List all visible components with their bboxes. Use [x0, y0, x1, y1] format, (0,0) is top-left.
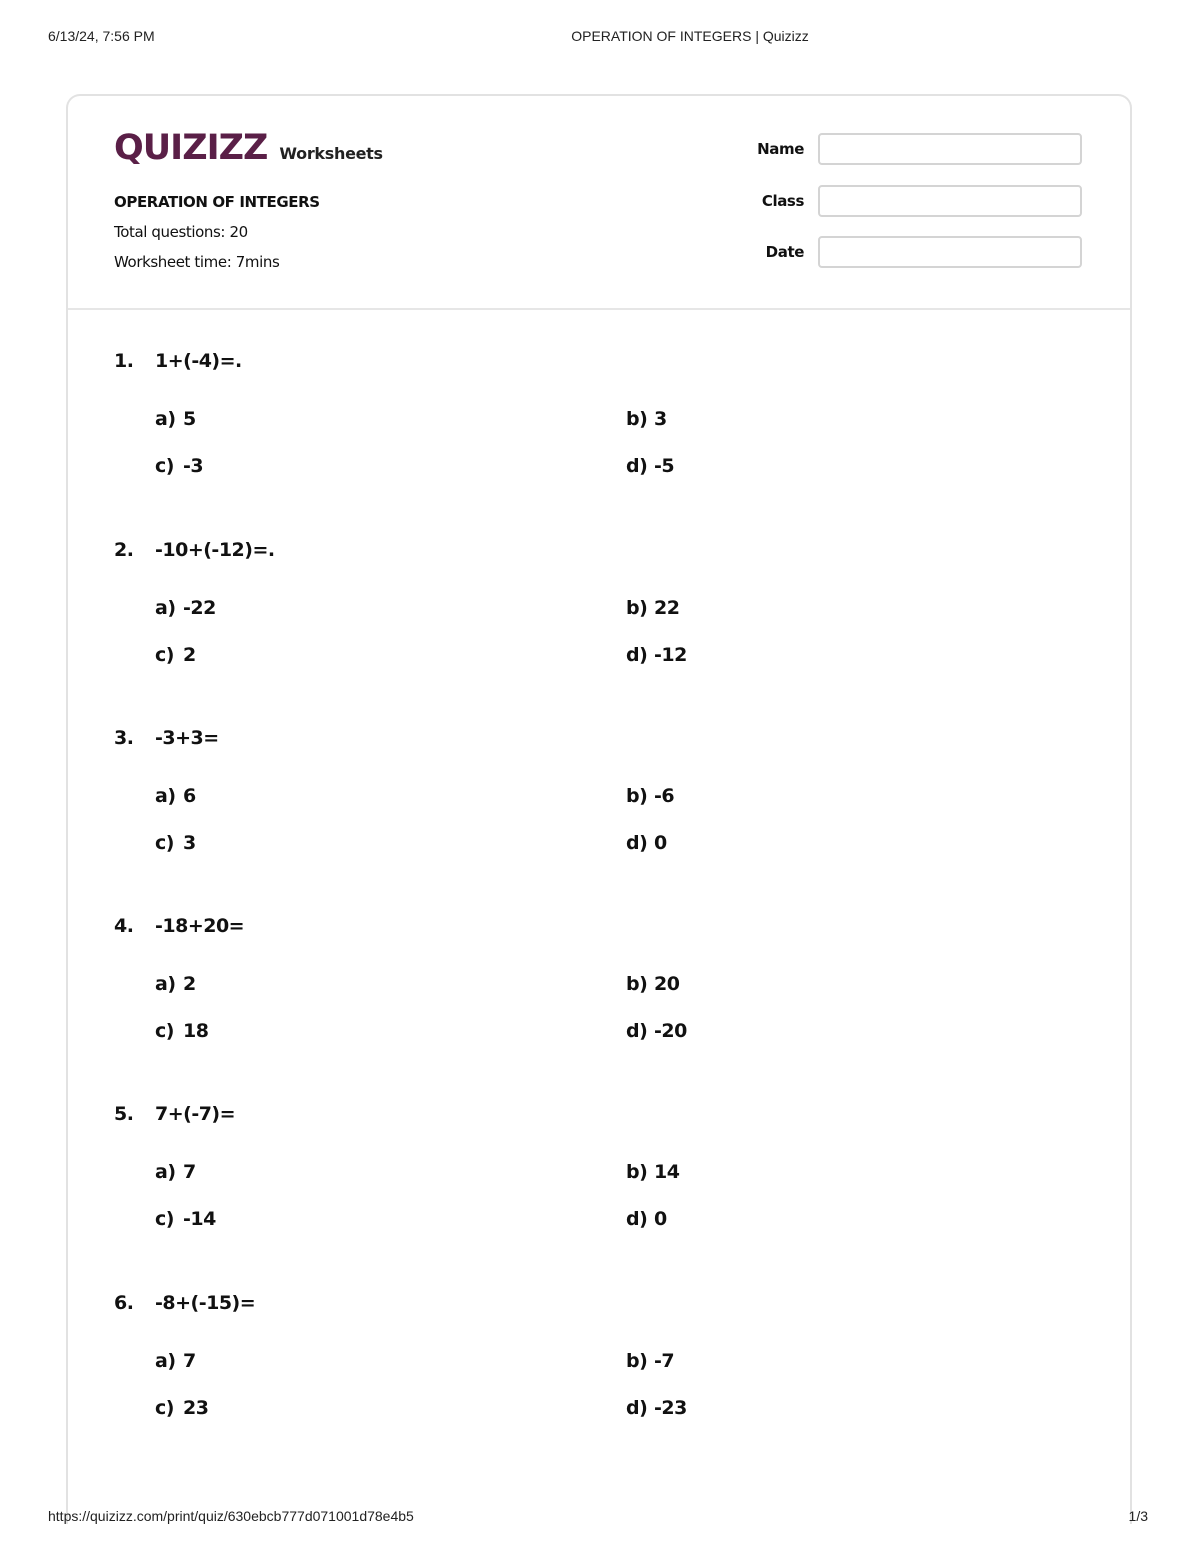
print-url: https://quizizz.com/print/quiz/630ebcb777d071001d78e4b5 — [48, 1508, 414, 1524]
quizizz-logo — [114, 128, 383, 168]
print-page-title: OPERATION OF INTEGERS | Quizizz — [571, 28, 809, 44]
question-text: 1+(-4)=. — [155, 350, 242, 372]
worksheet-time: Worksheet time: 7mins — [114, 253, 280, 271]
option-d: d) -20 — [626, 1020, 687, 1042]
question-4 — [114, 913, 1094, 1067]
name-field-row — [734, 133, 1082, 165]
question-text: -8+(-15)= — [155, 1292, 256, 1314]
question-number: 4. — [114, 915, 134, 937]
class-field-row — [734, 185, 1082, 217]
name-label: Name — [757, 140, 804, 158]
option-c: c) 23 — [155, 1397, 209, 1419]
option-c: c) 2 — [155, 644, 196, 666]
option-a: a) 7 — [155, 1161, 196, 1183]
question-number: 6. — [114, 1292, 134, 1314]
option-a: a) 5 — [155, 408, 196, 430]
question-number: 3. — [114, 727, 134, 749]
date-label: Date — [765, 243, 804, 261]
logo-tagline: Worksheets — [279, 144, 383, 163]
option-b: b) 3 — [626, 408, 667, 430]
total-questions: Total questions: 20 — [114, 223, 248, 241]
option-c: c) -14 — [155, 1208, 216, 1230]
option-a: a) 2 — [155, 973, 196, 995]
options-grid — [155, 406, 1094, 502]
print-page-number: 1/3 — [1128, 1508, 1148, 1524]
logo-wordmark: QUIZIZZ — [114, 128, 268, 168]
question-3 — [114, 725, 1094, 879]
question-number: 5. — [114, 1103, 134, 1125]
question-text: 7+(-7)= — [155, 1103, 236, 1125]
date-input[interactable] — [818, 236, 1082, 268]
option-d: d) -23 — [626, 1397, 687, 1419]
name-input[interactable] — [818, 133, 1082, 165]
option-b: b) 22 — [626, 597, 680, 619]
question-2 — [114, 537, 1094, 691]
option-b: b) 14 — [626, 1161, 680, 1183]
option-d: d) 0 — [626, 1208, 667, 1230]
option-c: c) -3 — [155, 455, 204, 477]
question-text: -3+3= — [155, 727, 219, 749]
question-text: -18+20= — [155, 915, 245, 937]
worksheet-title: OPERATION OF INTEGERS — [114, 193, 320, 211]
option-a: a) 7 — [155, 1350, 196, 1372]
class-input[interactable] — [818, 185, 1082, 217]
class-label: Class — [761, 192, 804, 210]
options-grid — [155, 1348, 1094, 1444]
question-number: 2. — [114, 539, 134, 561]
option-d: d) 0 — [626, 832, 667, 854]
worksheet-header — [68, 96, 1130, 310]
option-a: a) 6 — [155, 785, 196, 807]
option-b: b) 20 — [626, 973, 680, 995]
option-a: a) -22 — [155, 597, 216, 619]
option-b: b) -6 — [626, 785, 675, 807]
worksheet-card — [66, 94, 1132, 1524]
print-datetime: 6/13/24, 7:56 PM — [48, 28, 155, 44]
options-grid — [155, 595, 1094, 691]
options-grid — [155, 783, 1094, 879]
question-text: -10+(-12)=. — [155, 539, 275, 561]
option-c: c) 18 — [155, 1020, 209, 1042]
option-b: b) -7 — [626, 1350, 675, 1372]
options-grid — [155, 1159, 1094, 1255]
question-6 — [114, 1290, 1094, 1444]
option-c: c) 3 — [155, 832, 196, 854]
option-d: d) -5 — [626, 455, 675, 477]
date-field-row — [734, 236, 1082, 268]
question-5 — [114, 1101, 1094, 1255]
options-grid — [155, 971, 1094, 1067]
question-number: 1. — [114, 350, 134, 372]
option-d: d) -12 — [626, 644, 687, 666]
question-1 — [114, 348, 1094, 502]
